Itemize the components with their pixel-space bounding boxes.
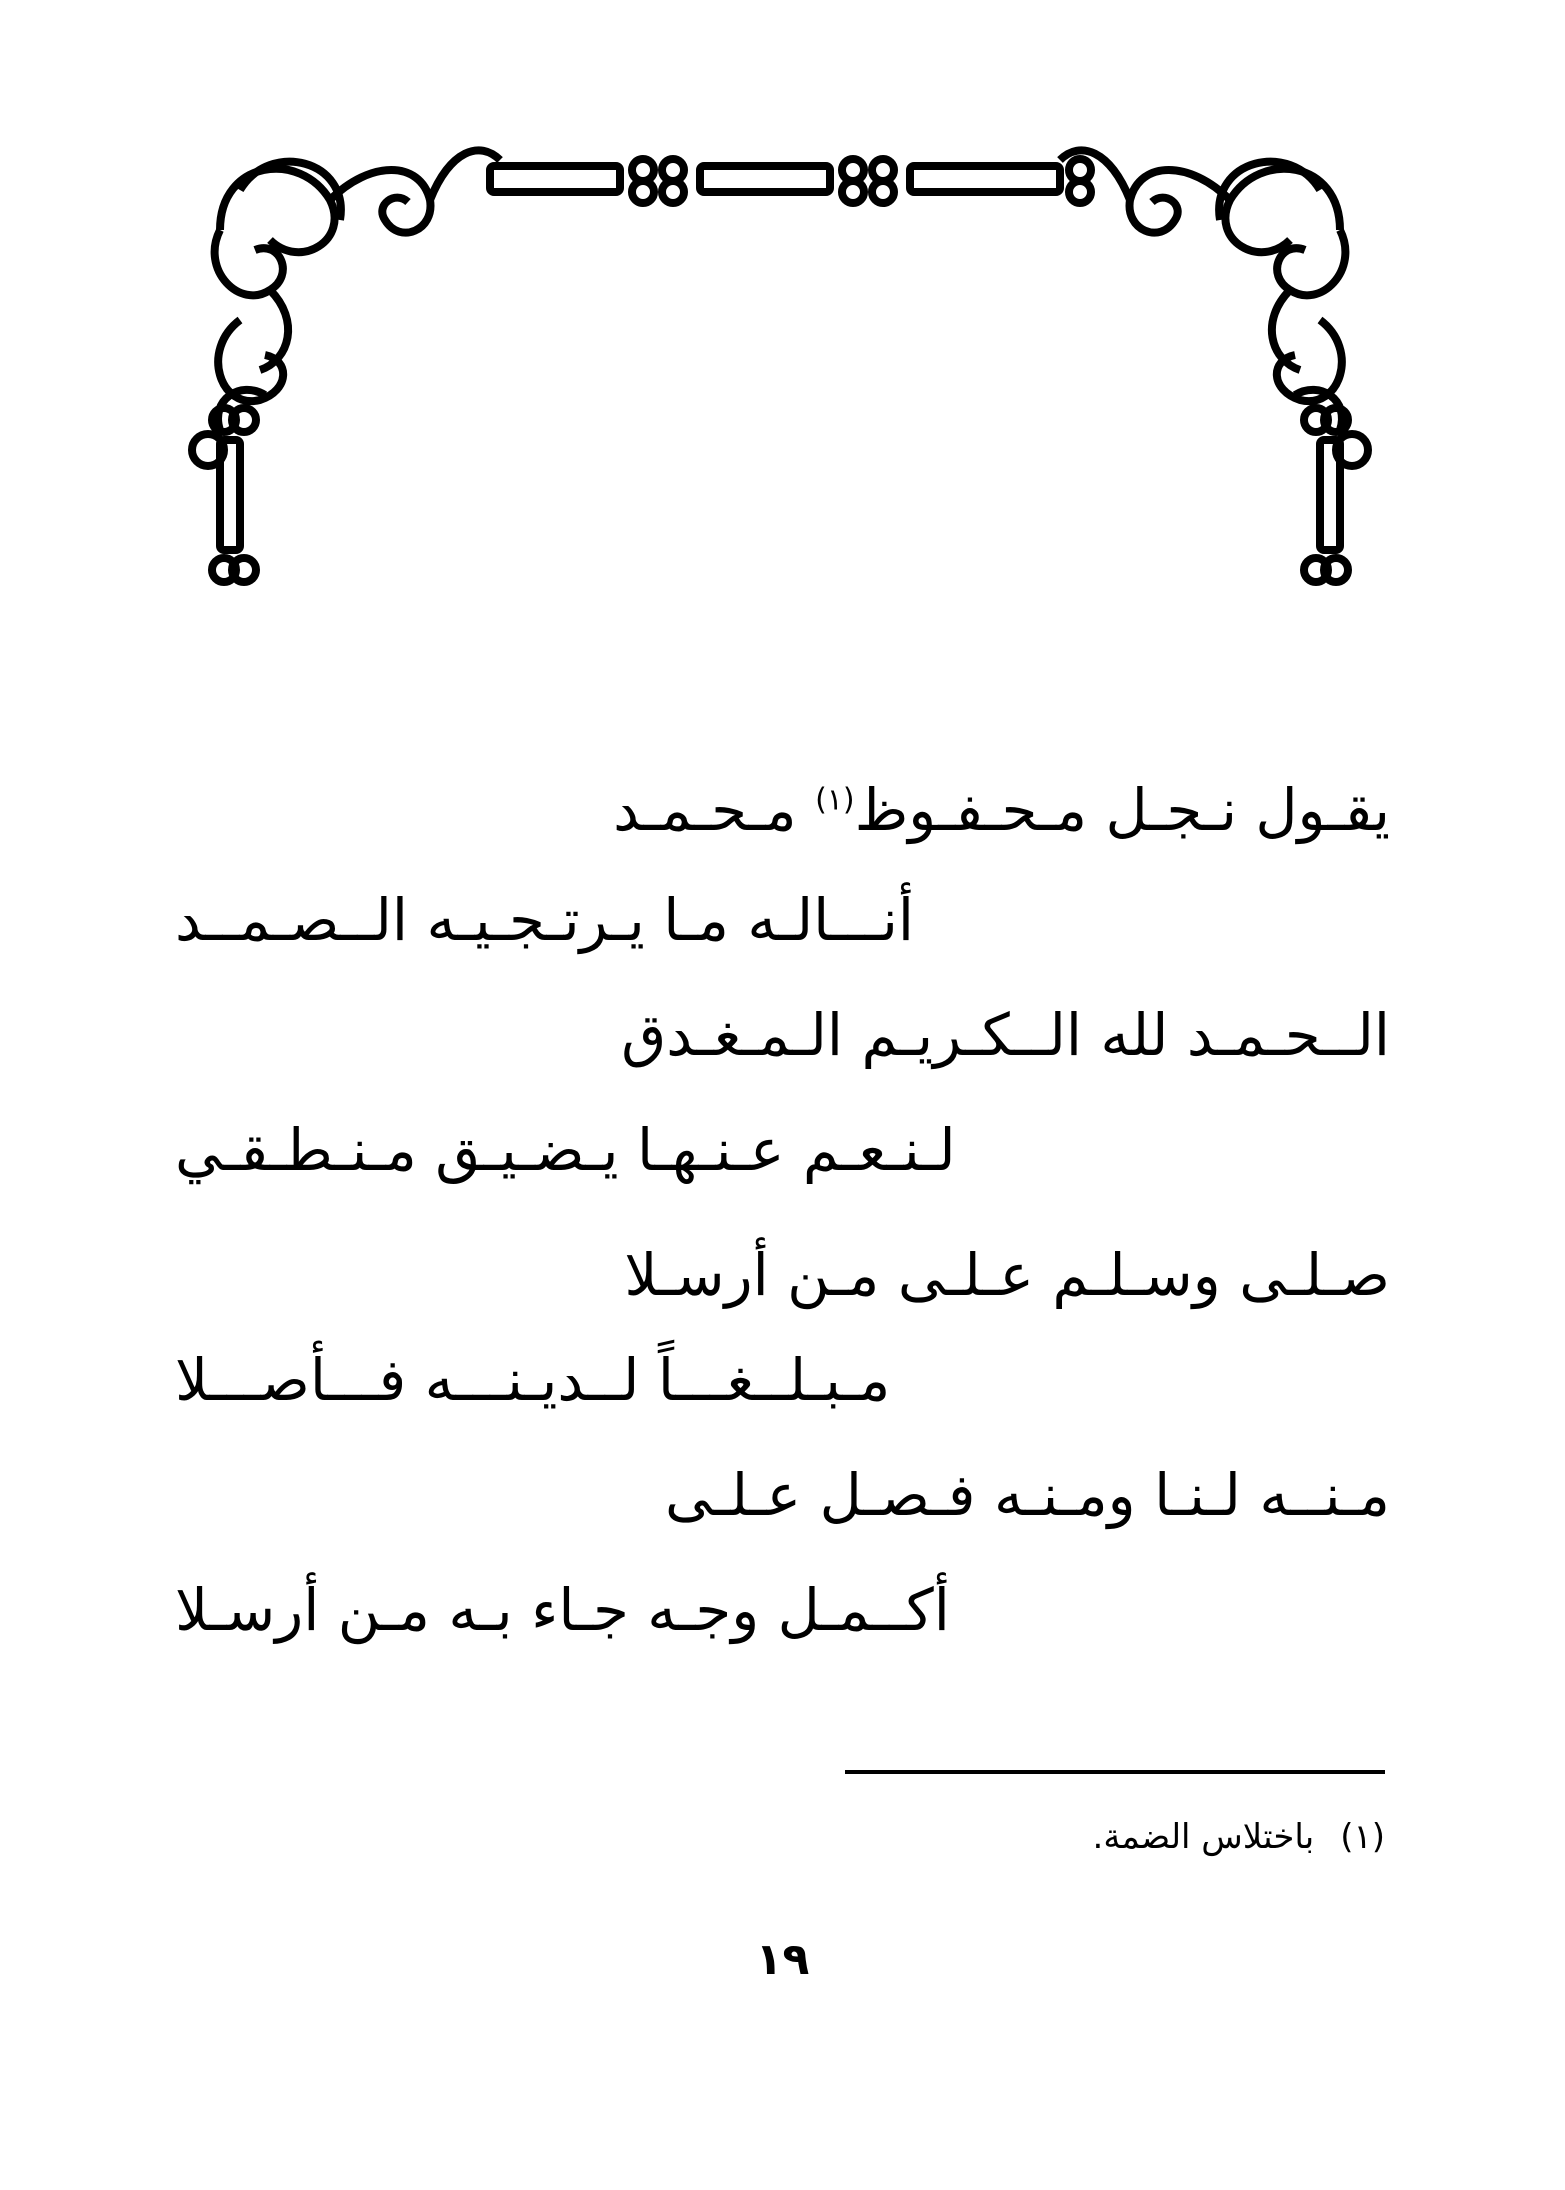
footnote-marker: (١) bbox=[1340, 1817, 1385, 1857]
verse-3-second: مـبـلــغـــاً لــديـنـــه فـــأصـــلا bbox=[175, 1346, 891, 1414]
verse-4-first: مـنــه لـنـا ومـنـه فـصـل عـلـى bbox=[665, 1461, 1390, 1529]
footnote bbox=[1093, 1812, 1385, 1862]
footnote-divider bbox=[845, 1770, 1385, 1774]
page-number: ١٩ bbox=[755, 1934, 810, 1985]
left-corner-scroll bbox=[192, 150, 500, 582]
verse-1-first: يقـول نـجـل مـحـفـوظ$^{(١)}$ مـحـمـد bbox=[613, 776, 1390, 844]
right-corner-scroll bbox=[1060, 150, 1368, 582]
verse-2-first: الــحـمـد لله الــكـريـم الـمـغـدق bbox=[621, 1001, 1390, 1069]
footnote-reference: (١) bbox=[815, 782, 855, 818]
verse-1-second: أنـــالـه مـا يـرتـجـيـه الــصـمــد bbox=[175, 886, 915, 954]
ornamental-header-frame bbox=[180, 120, 1380, 600]
verse-3-first: صـلـى وسـلـم عـلـى مـن أرسـلا bbox=[624, 1241, 1390, 1309]
verse-2-second: لـنـعـم عـنـهـا يـضـيـق مـنـطـقـي bbox=[175, 1116, 956, 1184]
top-bar bbox=[490, 159, 1091, 203]
verse-4-second: أكــمـل وجـه جـاء بـه مـن أرسـلا bbox=[175, 1576, 950, 1644]
footnote-text: باختلاس الضمة. bbox=[1092, 1817, 1315, 1857]
